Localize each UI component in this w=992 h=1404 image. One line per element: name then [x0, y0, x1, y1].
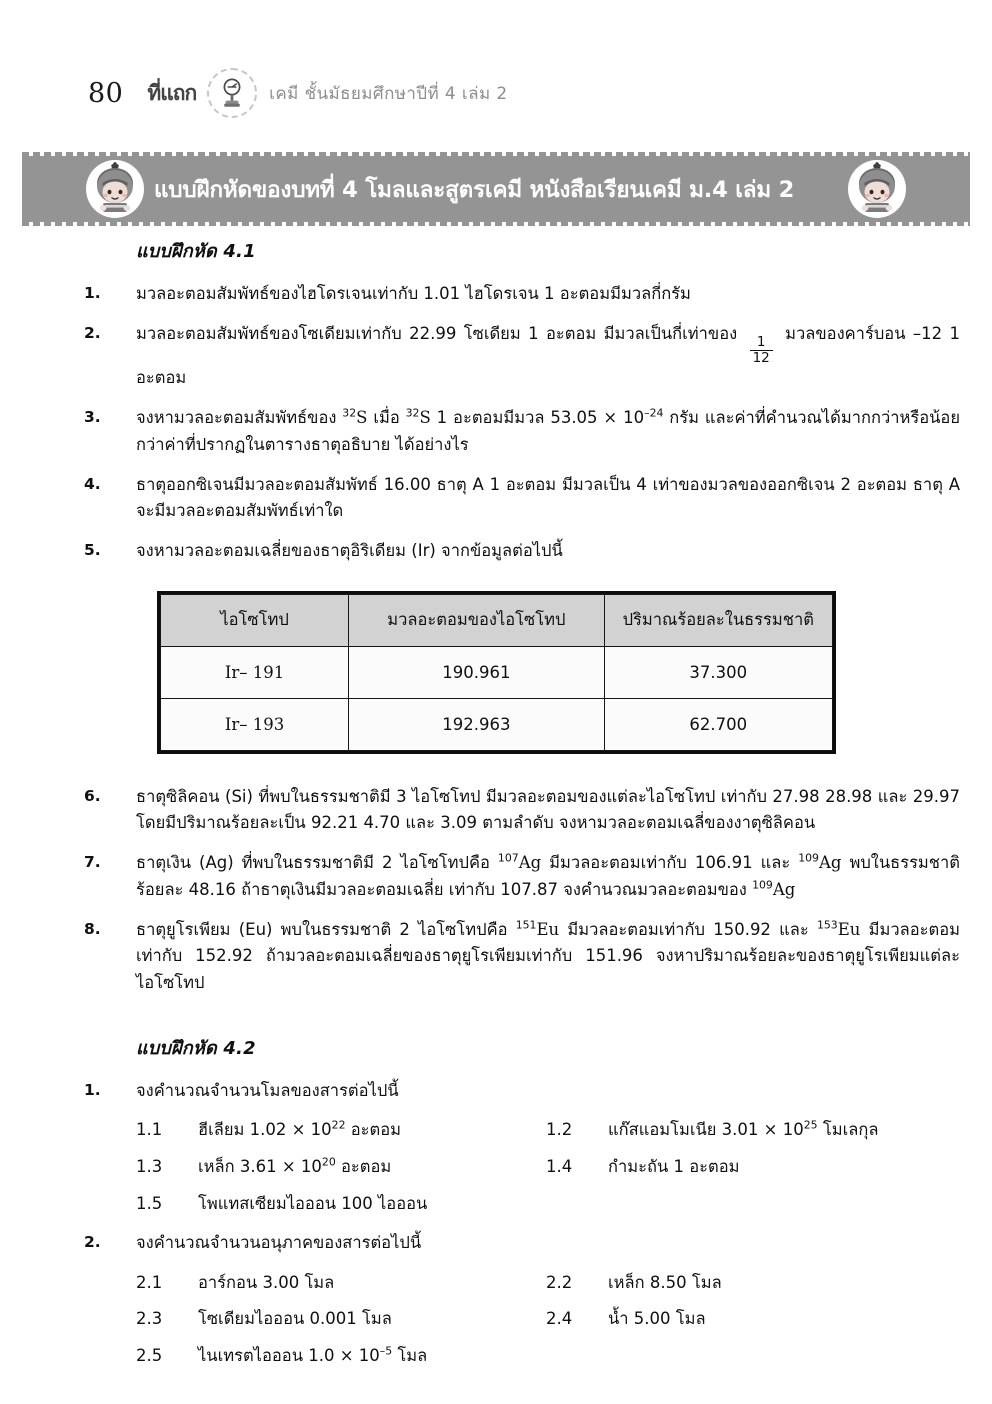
question-text: ธาตุยูโรเพียม (Eu) พบในธรรมชาติ 2 ไอโซโทปคือ $^{151}$Eu มีมวลอะตอมเท่ากับ 150.92 และ $^{153}$Eu มีมวลอะตอมเท่ากับ 152.92 ถ้ามวลอะตอมเฉลี่ยของธาตุยูโรเพียมเท่ากับ 151.96 จงหาปริมาณร้อยละของธาตุยูโรเพียมแต่ละไอโซโทป: [136, 918, 960, 992]
isotope-table-body: [161, 646, 833, 750]
question-text: จงหามวลอะตอมสัมพัทธ์ของ $^{32}$S เมื่อ $^{32}$S 1 อะตอมมีมวล $53.05 \times 10^{-24}$ กรัม และค่าที่คำนวณได้มากกว่าหรือน้อยกว่าค่าที่ปรากฏในตารางธาตุอธิบาย ได้อย่างไร: [136, 406, 961, 454]
mass-number-superscript: 109: [798, 851, 819, 865]
element-symbol: Eu: [837, 919, 861, 939]
question-row: [0, 405, 992, 458]
question-number: 1.: [84, 284, 101, 302]
isotope-table-cell: 190.961: [349, 646, 604, 698]
list-item-text: เหล็ก 8.50 โมล: [608, 1272, 722, 1292]
question-row: [0, 538, 992, 565]
isotope-table-header-row: [161, 594, 833, 646]
list-item-label: 2.4: [546, 1309, 573, 1329]
question-row: [0, 1230, 992, 1257]
question-number: 5.: [84, 540, 101, 559]
list-item-text: ไนเทรตไอออน $1.0 \times 10^{-5}$ โมล: [198, 1344, 428, 1365]
page-header-subtitle: เคมี ชั้นมัธยมศึกษาปีที่ 4 เล่ม 2: [269, 83, 508, 104]
mass-number-superscript: 32: [342, 406, 357, 420]
isotope-table-cell: Ir– 193: [161, 698, 349, 750]
question-text: ธาตุเงิน (Ag) ที่พบในธรรมชาติมี 2 ไอโซโทปคือ $^{107}$Ag มีมวลอะตอมเท่ากับ 106.91 และ $^{109}$Ag พบในธรรมชาติร้อยละ 48.16 ถ้าธาตุเงินมีมวลอะตอมเฉลี่ย เท่ากับ 107.87 จงคำนวณมวลอะตอมของ $^{109}$Ag: [136, 851, 960, 899]
list-item-label: 1.4: [546, 1157, 573, 1176]
question-row: [0, 321, 992, 392]
question-number: 2.: [84, 323, 101, 342]
isotope-table-cell: 37.300: [604, 646, 832, 698]
question-text: ธาตุซิลิคอน (Si) ที่พบในธรรมชาติมี 3 ไอโซโทป มีมวลอะตอมของแต่ละไอโซโทป เท่ากับ 27.98 28.98 และ 29.97 โดยมีปริมาณร้อยละเป็น 92.21 4.70 และ 3.09 ตามลำดับ จงหามวลอะตอมเฉลี่ของงาตุซิลิคอน: [136, 786, 960, 833]
question-row: [0, 850, 992, 903]
superscript: –24: [644, 406, 664, 420]
question-row: [0, 917, 992, 997]
fraction: [750, 335, 773, 365]
list-item: [546, 1306, 952, 1332]
element-symbol: Ag: [772, 879, 796, 899]
question-number: 3.: [84, 408, 101, 427]
list-item: [136, 1117, 546, 1143]
question-row: [0, 281, 992, 308]
list-item-label: 2.3: [136, 1309, 163, 1329]
page-header: [0, 62, 992, 124]
list-item-label: 2.5: [136, 1345, 163, 1365]
list-item-text: กำมะถัน 1 อะตอม: [608, 1157, 740, 1176]
list-item-text: โซเดียมไอออน 0.001 โมล: [198, 1309, 392, 1329]
question-number: 2.: [84, 1233, 101, 1252]
isotope-table-header-cell: มวลอะตอมของไอโซโทป: [349, 594, 604, 646]
list-item: [546, 1117, 952, 1143]
chapter-banner-title: แบบฝึกหัดของบทที่ 4 โมลและสูตรเคมี หนังสือเรียนเคมี ม.4 เล่ม 2: [154, 177, 795, 203]
girl-student-avatar-left: [84, 158, 146, 220]
list-item-text: อาร์กอน 3.00 โมล: [198, 1272, 335, 1292]
question-text: ธาตุออกซิเจนมีมวลอะตอมสัมพัทธ์ 16.00 ธาตุ A 1 อะตอม มีมวลเป็น 4 เท่าของมวลของออกซิเจน 2 อะตอม ธาตุ A จะมีมวลอะตอมสัมพัทธ์เท่าใด: [136, 474, 960, 521]
isotope-table-wrapper: [157, 591, 836, 754]
page-number: 80: [88, 77, 124, 109]
exponent: 22: [331, 1118, 346, 1132]
isotope-table: [160, 594, 833, 751]
element-symbol: Ag: [518, 853, 542, 873]
question-text: จงคำนวณจำนวนโมลของสารต่อไปนี้: [136, 1080, 399, 1100]
list-item: [546, 1270, 952, 1296]
exercise-4-2-title: แบบฝึกหัด 4.2: [136, 1037, 256, 1059]
exercise-4-1-title: แบบฝึกหัด 4.1: [136, 241, 256, 262]
isotope-table-cell: Ir– 191: [161, 646, 349, 698]
question-text: จงหามวลอะตอมเฉลี่ยของธาตุอิริเดียม (Ir) จากข้อมูลต่อไปนี้: [136, 540, 563, 560]
list-item-label: 1.1: [136, 1120, 163, 1140]
isotope-table-cell: 192.963: [349, 698, 604, 750]
isotope-table-cell: 62.700: [604, 698, 832, 750]
question-2-subitems: [136, 1270, 992, 1369]
mass-number-superscript: 151: [515, 918, 537, 932]
question-1-subitems: [136, 1117, 992, 1216]
list-item-label: 1.3: [136, 1157, 163, 1176]
exercise-4-1-list-tail: [0, 784, 992, 997]
chapter-banner: [22, 156, 970, 222]
list-item: [136, 1191, 952, 1217]
table-row: [161, 698, 833, 750]
list-item: [136, 1154, 546, 1180]
list-item-text: โพแทสเซียมไอออน 100 ไอออน: [198, 1193, 428, 1213]
element-symbol: Ag: [818, 853, 842, 873]
question-text: มวลอะตอมสัมพัทธ์ของโซเดียมเท่ากับ 22.99 โซเดียม 1 อะตอม มีมวลเป็นกี่เท่าของ $\frac{1}{12}$ มวลของคาร์บอน –12 1 อะตอม: [136, 323, 960, 388]
question-number: 8.: [84, 919, 101, 938]
question-number: 4.: [84, 474, 101, 493]
list-item: [546, 1154, 952, 1180]
publisher-logo-text: ที่แถก: [147, 80, 197, 105]
list-item: [136, 1270, 546, 1296]
girl-student-avatar-right: [846, 158, 908, 220]
exponent: 25: [803, 1118, 818, 1132]
question-number: 6.: [84, 786, 101, 805]
element-symbol: Eu: [536, 919, 560, 939]
question-row: [0, 1078, 992, 1105]
exercise-4-1-list: [0, 281, 992, 565]
list-item: [136, 1306, 546, 1332]
mass-number-superscript: 109: [752, 878, 773, 892]
question-number: 7.: [84, 853, 101, 872]
isotope-table-header-cell: ปริมาณร้อยละในธรรมชาติ: [604, 594, 832, 646]
list-item-text: ฮีเลียม $1.02 \times 10^{22}$ อะตอม: [198, 1118, 402, 1140]
list-item-text: แก๊สแอมโมเนีย $3.01 \times 10^{25}$ โมเลกุล: [608, 1118, 879, 1140]
list-item-label: 1.5: [136, 1193, 163, 1213]
list-item-text: เหล็ก $3.61 \times 10^{20}$ อะตอม: [198, 1155, 392, 1176]
mass-number-superscript: 153: [816, 918, 838, 932]
list-item-label: 2.2: [546, 1272, 573, 1292]
mass-number-superscript: 32: [405, 406, 420, 420]
question-text: มวลอะตอมสัมพัทธ์ของไฮโดรเจนเท่ากับ 1.01 ไฮโดรเจน 1 อะตอมมีมวลกี่กรัม: [136, 284, 691, 303]
list-item-label: 1.2: [546, 1120, 573, 1140]
exponent: 20: [321, 1155, 336, 1169]
table-row: [161, 646, 833, 698]
question-text: จงคำนวณจำนวนอนุภาคของสารต่อไปนี้: [136, 1233, 422, 1253]
isotope-table-header-cell: ไอโซโทป: [161, 594, 349, 646]
list-item: [136, 1343, 952, 1369]
magnifier-gauge-icon: [207, 68, 257, 118]
fraction-denominator: 12: [750, 350, 773, 366]
question-row: [0, 784, 992, 837]
element-symbol: S: [356, 408, 368, 428]
list-item-text: น้ำ 5.00 โมล: [608, 1309, 706, 1329]
fraction-numerator: 1: [756, 334, 766, 351]
question-row: [0, 472, 992, 525]
exponent: –5: [379, 1344, 393, 1358]
element-symbol: S: [419, 408, 431, 428]
question-number: 1.: [84, 1080, 101, 1099]
list-item-label: 2.1: [136, 1272, 163, 1292]
page-content: [0, 236, 992, 1369]
mass-number-superscript: 107: [497, 851, 519, 865]
